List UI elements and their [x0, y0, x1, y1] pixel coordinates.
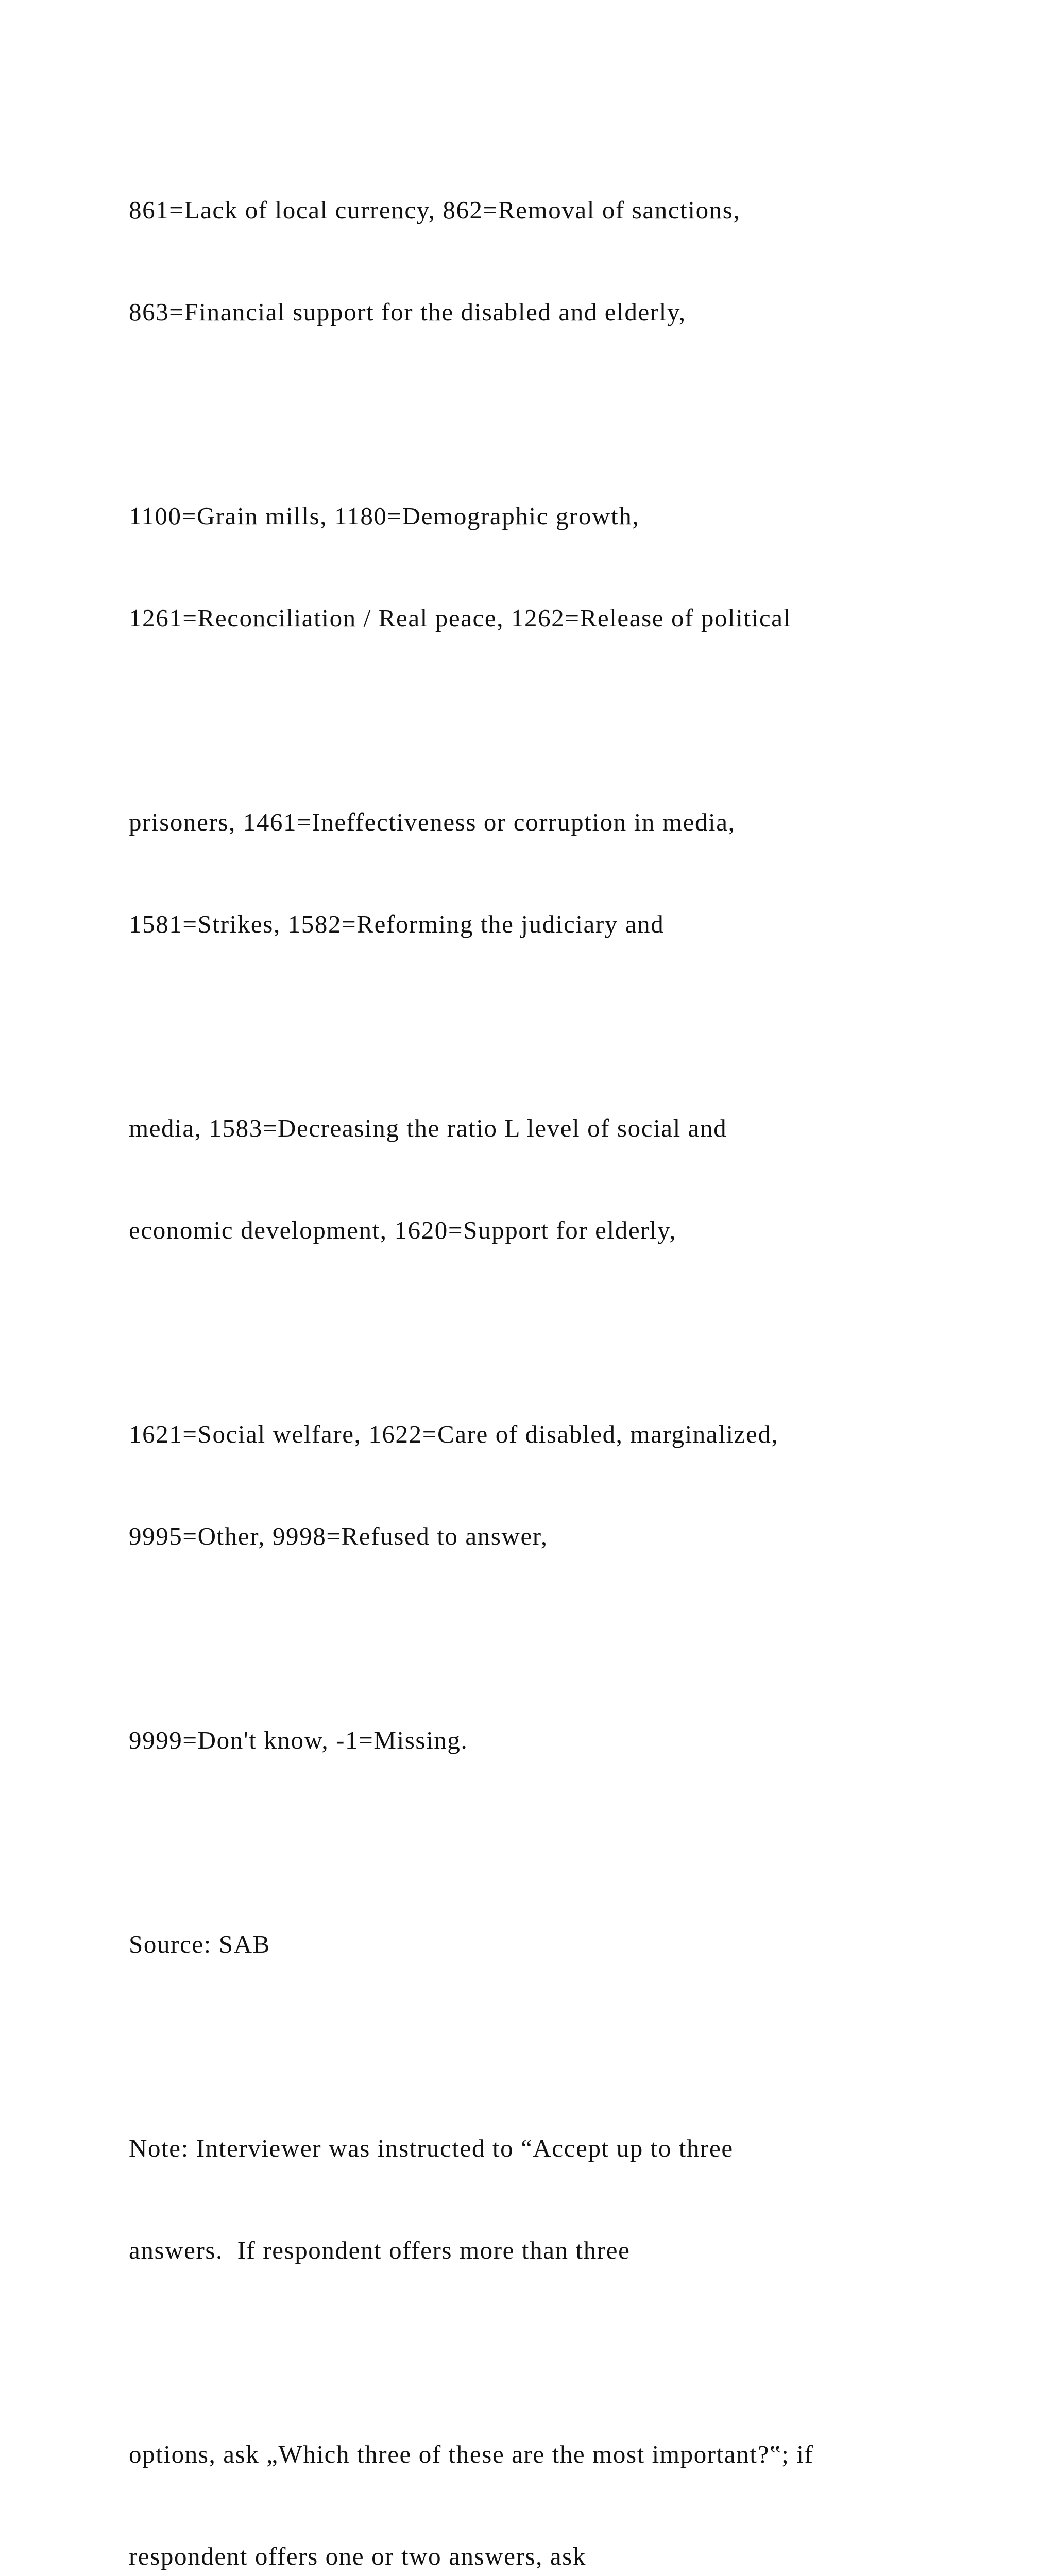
document-body: [129, 125, 979, 2576]
text-line: media, 1583=Decreasing the ratio L level of social and: [129, 1114, 727, 1142]
text-line: 1100=Grain mills, 1180=Demographic growth,: [129, 502, 640, 530]
text-line: respondent offers one or two answers, ask: [129, 2542, 586, 2570]
code-list-paragraph-1: [129, 125, 979, 397]
code-list-paragraph-2: [129, 431, 979, 703]
text-line: economic development, 1620=Support for elderly,: [129, 1216, 677, 1244]
text-line: options, ask „Which three of these are the most important?‟; if: [129, 2440, 814, 2468]
code-list-paragraph-3: [129, 737, 979, 1009]
text-line: 1581=Strikes, 1582=Reforming the judiciary and: [129, 910, 665, 938]
text-line: Note: Interviewer was instructed to “Accept up to three: [129, 2134, 734, 2162]
text-line: 1621=Social welfare, 1622=Care of disabled, marginalized,: [129, 1420, 779, 1448]
note-paragraph-2: [129, 2369, 979, 2576]
text-line: prisoners, 1461=Ineffectiveness or corruption in media,: [129, 808, 736, 836]
code-list-paragraph-5: [129, 1349, 979, 1621]
text-line: Source: SAB: [129, 1930, 270, 1958]
text-line: answers. If respondent offers more than three: [129, 2236, 631, 2264]
source-paragraph: [129, 1859, 979, 2029]
text-line: 1261=Reconciliation / Real peace, 1262=Release of political: [129, 604, 791, 632]
code-list-paragraph-4: [129, 1043, 979, 1315]
code-list-paragraph-6: [129, 1655, 979, 1825]
text-line: 861=Lack of local currency, 862=Removal of sanctions,: [129, 196, 741, 224]
note-paragraph-1: [129, 2063, 979, 2335]
text-line: 863=Financial support for the disabled and elderly,: [129, 298, 686, 326]
text-line: 9995=Other, 9998=Refused to answer,: [129, 1522, 548, 1550]
text-line: 9999=Don't know, -1=Missing.: [129, 1726, 468, 1754]
